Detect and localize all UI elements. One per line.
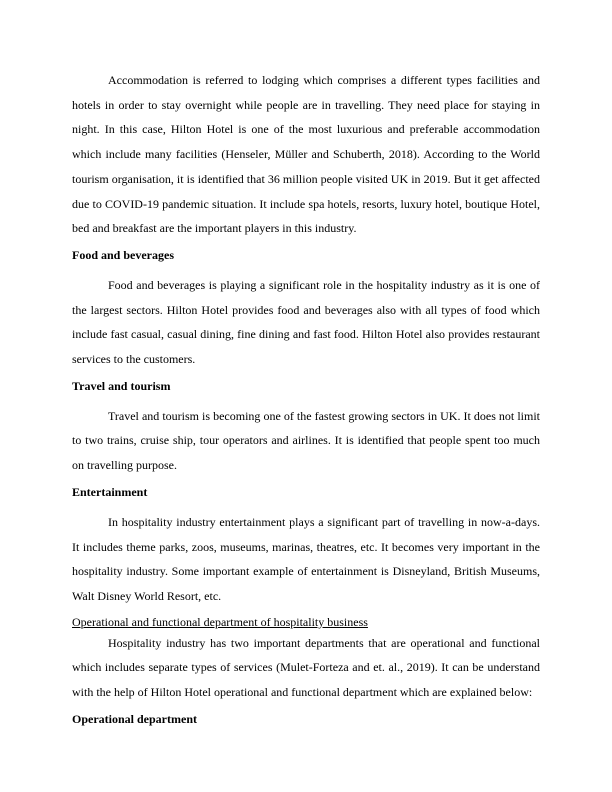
entertainment-heading: Entertainment [72,484,148,499]
food-paragraph: Food and beverages is playing a significant role in the hospitality industry as it is one of the largest sectors. Hilton Hotel provides food and beverages also with all types of food which include fast casual, casual dining, fine dining and fast food. Hilton Hotel also provides restaurant services to the customers. [72,277,540,367]
travel-paragraph: Travel and tourism is becoming one of the fastest growing sectors in UK. It does not limit to two trains, cruise ship, tour operators and airlines. It is identified that people spent too much on travelling purpose. [72,408,540,473]
entertainment-paragraph: In hospitality industry entertainment plays a significant part of travelling in now-a-days. It includes theme parks, zoos, museums, marinas, theatres, etc. It becomes very important in the hospitality industry. Some important example of entertainment is Disneyland, British Museums, Walt Disney World Resort, etc. [72,514,540,603]
operational-intro-paragraph: Hospitality industry has two important departments that are operational and functional which includes separate types of services (Mulet-Forteza and et. al., 2019). It can be understand with the help of Hilton Hotel operational and functional department which are explained below: [72,635,540,700]
document-page [72,68,540,737]
travel-heading: Travel and tourism [72,378,171,393]
operational-functional-heading: Operational and functional department of hospitality business [72,614,368,629]
accommodation-paragraph: Accommodation is referred to lodging which comprises a different types facilities and hotels in order to stay overnight while people are in travelling. They need place for staying in night. In this case, Hilton Hotel is one of the most luxurious and preferable accommodation which include many facilities (Henseler, Müller and Schuberth, 2018). According to the World tourism organisation, it is identified that 36 million people visited UK in 2019. But it get affected due to COVID-19 pandemic situation. It include spa hotels, resorts, luxury hotel, boutique Hotel, bed and breakfast are the important players in this industry. [72,73,540,236]
food-heading: Food and beverages [72,247,174,262]
operational-heading: Operational department [72,711,197,726]
